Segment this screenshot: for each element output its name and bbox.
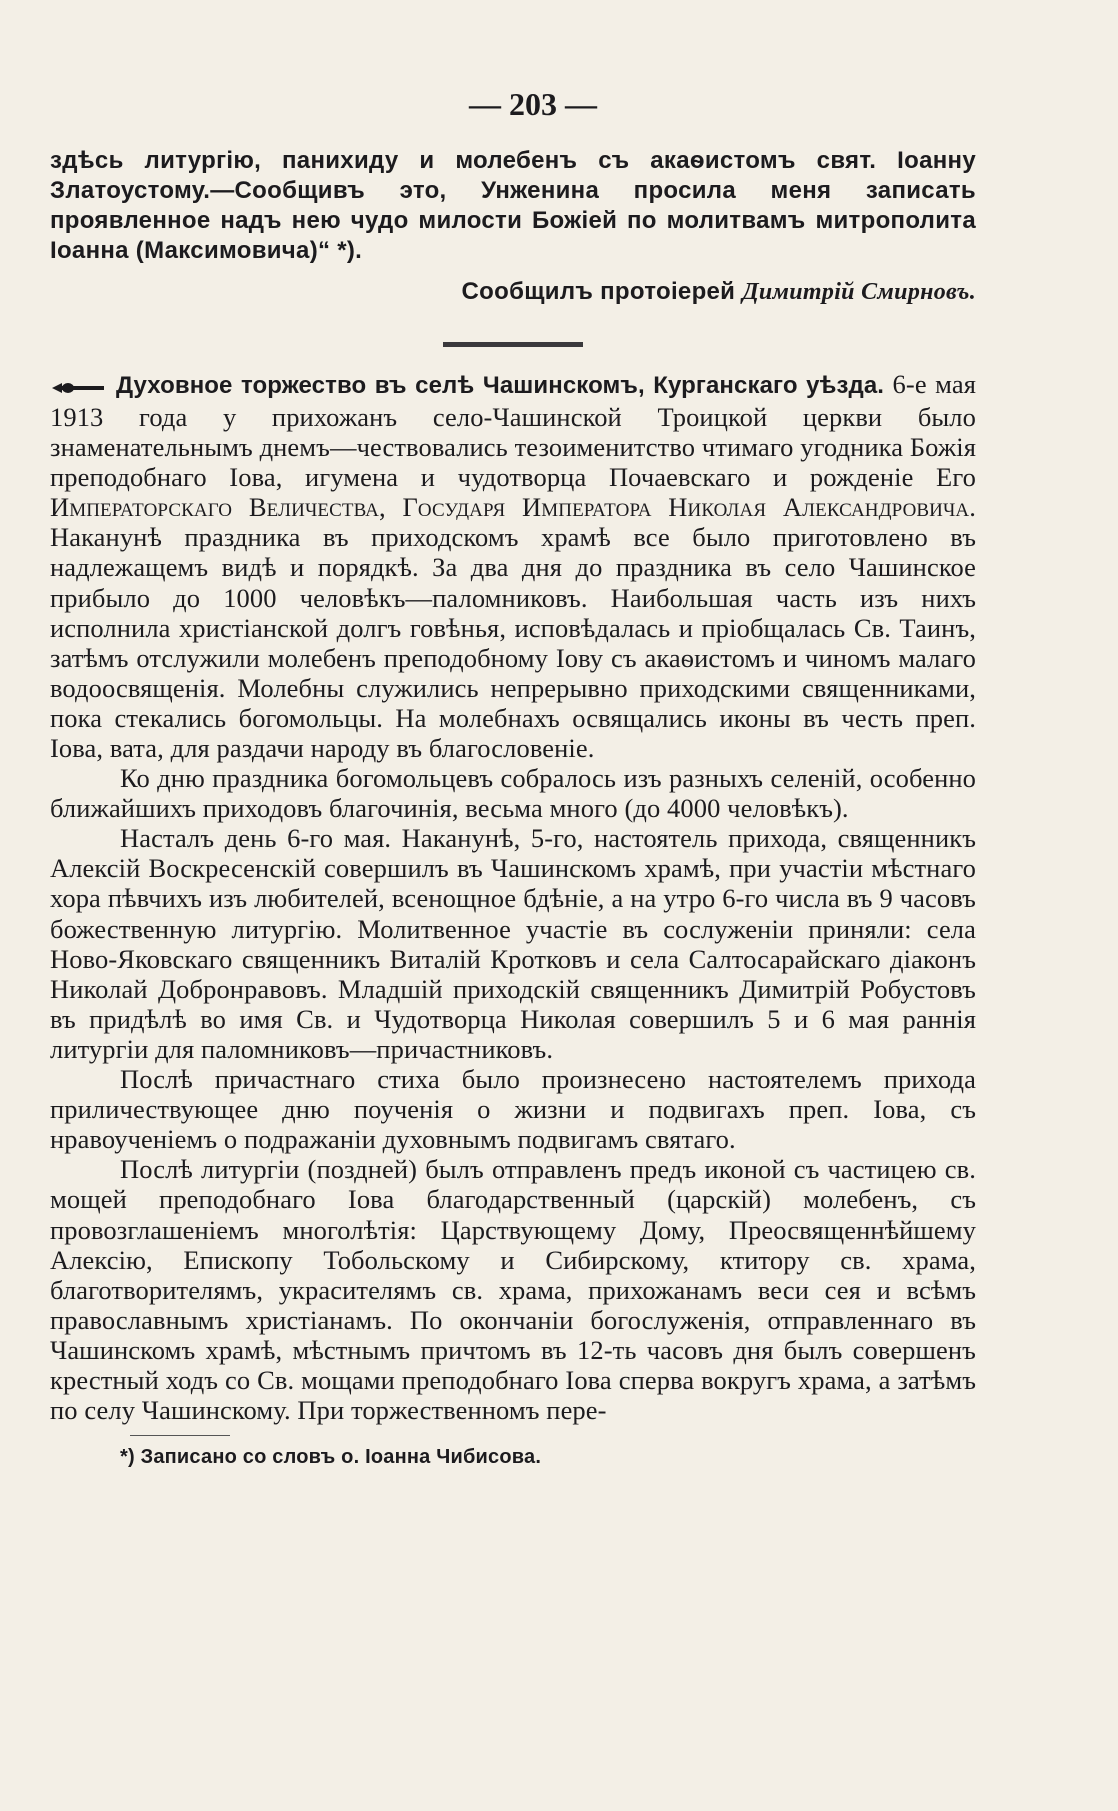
article-paragraph-2: Ко дню праздника богомольцевъ собралось изъ разныхъ селеній, особенно ближайшихъ приходовъ благочинія, весьма много (до 4000 человѣкъ). xyxy=(50,763,976,824)
article-paragraph-1 xyxy=(50,369,976,763)
footnote: *) Записано со словъ о. Іоанна Чибисова. xyxy=(120,1446,542,1469)
section-divider xyxy=(443,342,583,347)
article-paragraph-5: Послѣ литургіи (поздней) былъ отправленъ предъ иконой съ частицею св. мощей преподобнаго Іова благодарственный (царскій) молебенъ, съ провозглашеніемъ многолѣтія: Царствующему Дому, Преосвященнѣйшему Алексію, Епископу Тобольскому и Сибирскому, ктитору св. храма, благотворителямъ, украсителямъ св. храма, прихожанамъ веси сея и всѣмъ православнымъ христіанамъ. По окончаніи богослуженія, отправленнаго въ Чашинскомъ храмѣ, мѣстнымъ причтомъ въ 12-ть часовъ дня былъ совершенъ крестный ходъ со Св. мощами преподобнаго Іова сперва вокругъ храма, а затѣмъ по селу Чашинскому. При торжественномъ пере- xyxy=(50,1154,976,1426)
page-number: — 203 — xyxy=(469,86,597,122)
article-body xyxy=(50,369,976,1425)
signature-prefix: Сообщилъ протоіерей xyxy=(461,278,743,305)
top-paragraph: здѣсь литургію, панихиду и молебенъ съ акаѳистомъ свят. Іоанну Златоустому.—Сообщивъ это, Унженина просила меня записать проявленное надъ нею чудо милости Божіей по молитвамъ митрополита Іоанна (Максимовича)“ *). xyxy=(50,147,976,264)
signature xyxy=(50,278,976,306)
article-paragraph-4: Послѣ причастнаго стиха было произнесено настоятелемъ прихода приличествующее дню поученія о жизни и подвигахъ преп. Іова, съ нравоученіемъ о подражаніи духовнымъ подвигамъ святаго. xyxy=(50,1064,976,1155)
article-text: 6-е мая 1913 года у прихожанъ село-Чашинской Троицкой церкви было знаменательнымъ днемъ—чествовались тезоименитство чтимаго угодника Божія преподобнаго Іова, игумена и чудотворца Почаевскаго и рожденіе Его xyxy=(50,369,976,493)
article-text: . Наканунѣ праздника въ приходскомъ храмѣ все было приготовлено въ надлежащемъ видѣ и порядкѣ. За два дня до праздника въ село Чашинское прибыло до 1000 человѣкъ—паломниковъ. Наибольшая часть изъ нихъ исполнила христіанской долгъ говѣнья, исповѣдалась и пріобщалась Св. Таинъ, затѣмъ отслужили молебенъ преподобному Іову съ акаѳистомъ и чиномъ малаго водоосвященія. Молебны служились непрерывно приходскими священниками, пока стекались богомольцы. На молебнахъ освящались иконы въ честь преп. Іова, вата, для раздачи народу въ благословеніе. xyxy=(50,492,976,763)
continued-paragraph xyxy=(50,146,976,266)
signature-name: Димитрій Смирновъ. xyxy=(742,279,976,305)
article-headline: Духовное торжество въ селѣ Чашинскомъ, Курганскаго уѣзда. xyxy=(116,372,885,399)
article-paragraph-3: Насталъ день 6-го мая. Наканунѣ, 5-го, настоятель прихода, священникъ Алексій Воскресенскій совершилъ въ Чашинскомъ храмѣ, при участіи мѣстнаго хора пѣвчихъ изъ любителей, всенощное бдѣніе, а на утро 6-го числа въ 9 часовъ божественную литургію. Молитвенное участіе въ сослуженіи приняли: села Ново-Яковскаго священникъ Виталій Кротковъ и села Салтосарайскаго діаконъ Николай Добронравовъ. Младшій приходскій священникъ Димитрій Робустовъ въ придѣлѣ во имя Св. и Чудотворца Николая совершилъ 5 и 6 мая раннія литургіи для паломниковъ—причастниковъ. xyxy=(50,823,976,1064)
pointing-hand-icon xyxy=(50,372,106,402)
footnote-rule xyxy=(130,1435,230,1436)
emperor-title: Императорскаго Величества, Государя Императора Николая Александровича xyxy=(50,492,970,523)
